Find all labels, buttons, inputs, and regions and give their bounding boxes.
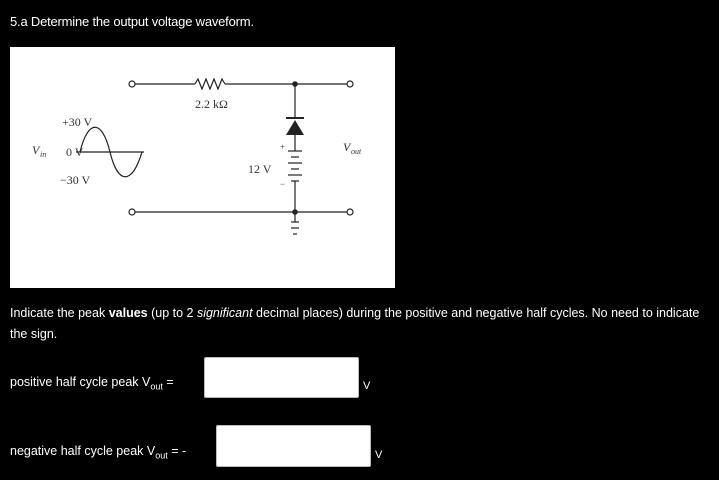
pos-voltage-label: +30 V [62, 115, 93, 129]
battery-plus: + [280, 142, 286, 152]
battery-label: 12 V [248, 162, 272, 176]
zero-voltage-label: 0 V [66, 145, 84, 159]
positive-unit: V [363, 380, 371, 392]
terminal-top-right [347, 81, 353, 87]
positive-peak-label: positive half cycle peak $V_{out}$ = [10, 375, 174, 392]
vout-label: V [343, 140, 351, 154]
negative-unit: V [375, 449, 383, 461]
vout-sub: out [351, 147, 362, 156]
terminal-bottom-left [129, 209, 135, 215]
positive-peak-input[interactable] [204, 357, 359, 398]
vin-label: V [32, 143, 40, 157]
terminal-bottom-right [347, 209, 353, 215]
resistor-label: 2.2 kΩ [195, 97, 228, 111]
battery-minus: − [280, 179, 286, 189]
diode-symbol [286, 120, 304, 135]
vin-sub: in [40, 150, 47, 159]
instruction-text: Indicate the peak values (up to 2 significant decimal places) during the positive and negative half cycles. No need to indicate the sign. [10, 306, 700, 341]
junction-dot [292, 81, 298, 87]
junction-dot [292, 209, 298, 215]
negative-peak-input[interactable] [216, 425, 371, 467]
resistor-symbol [195, 79, 225, 89]
negative-peak-label: negative half cycle peak $V_{out}$ = - [10, 444, 187, 461]
question-title: 5.a Determine the output voltage waveform. [10, 14, 254, 29]
neg-voltage-label: −30 V [60, 173, 91, 187]
terminal-top-left [129, 81, 135, 87]
circuit-diagram [10, 47, 395, 288]
